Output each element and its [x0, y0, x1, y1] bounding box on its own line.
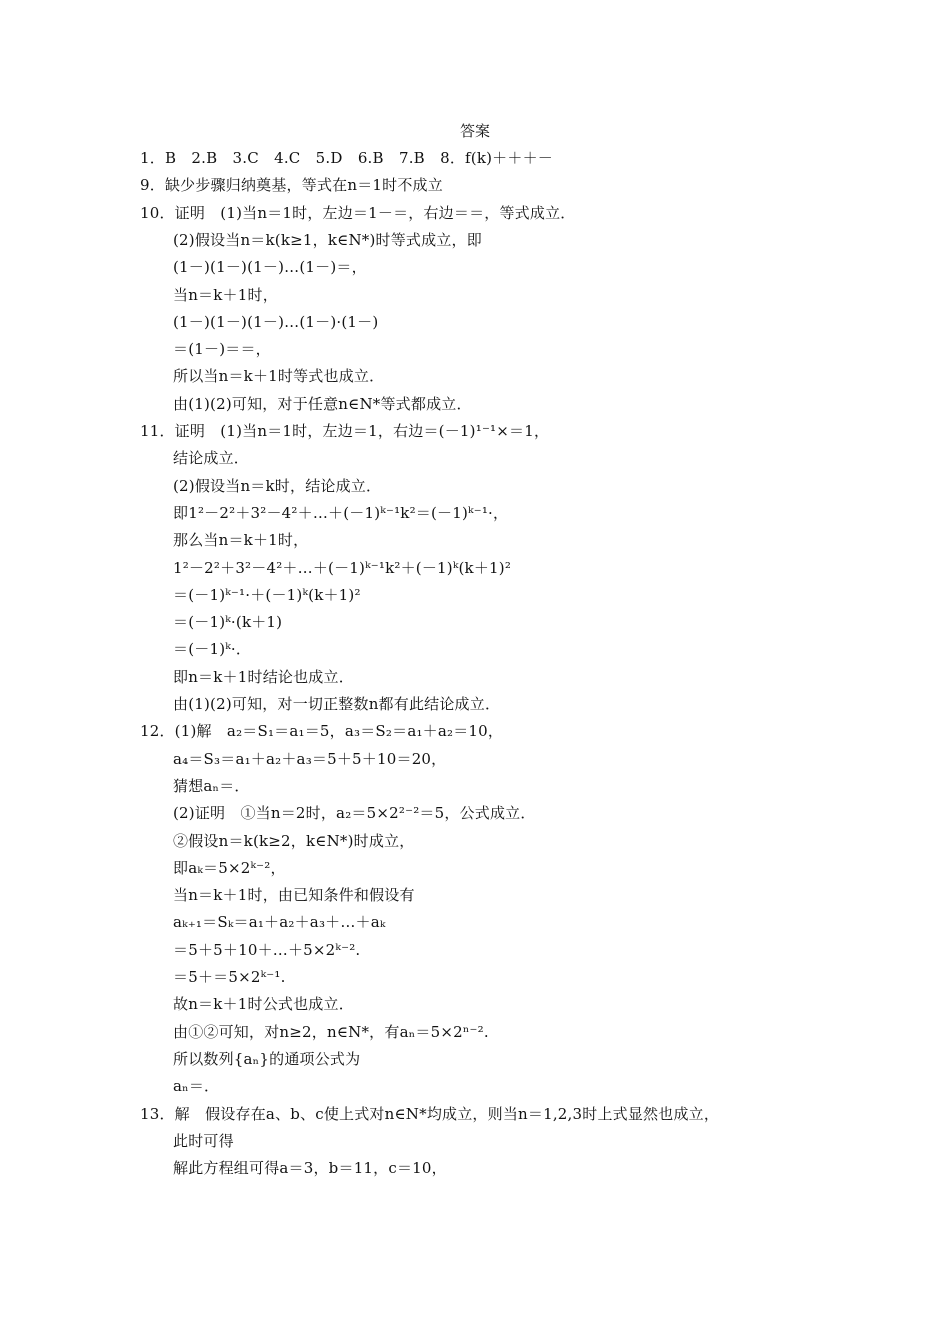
text-line: 那么当n＝k＋1时，	[173, 531, 309, 550]
text-line: 9．缺少步骤归纳奠基，等式在n＝1时不成立	[140, 176, 443, 195]
text-line: (1－)(1－)(1－)…(1－)·(1－)	[173, 312, 379, 331]
text-line: aₖ₊₁＝Sₖ＝a₁＋a₂＋a₃＋…＋aₖ	[173, 913, 386, 932]
page-title: 答案	[459, 122, 490, 140]
text-line: aₙ＝．	[173, 1077, 220, 1096]
text-line: 故n＝k＋1时公式也成立．	[173, 995, 354, 1014]
text-line: 猜想aₙ＝．	[173, 776, 250, 795]
text-line: 当n＝k＋1时，	[173, 285, 278, 304]
text-line: 1．B 2.B 3.C 4.C 5.D 6.B 7.B 8．f(k)＋＋＋－	[140, 149, 553, 167]
text-line: 10．证明 (1)当n＝1时，左边＝1－＝，右边＝＝，等式成立．	[140, 203, 576, 222]
text-line: 13．解 假设存在a、b、c使上式对n∈N*均成立，则当n＝1,2,3时上式显然也成立，	[140, 1104, 720, 1123]
text-line: 解此方程组可得a＝3，b＝11，c＝10，	[173, 1159, 447, 1178]
text-line: 由(1)(2)可知，对于任意n∈N*等式都成立．	[173, 394, 472, 413]
text-line: 所以当n＝k＋1时等式也成立．	[173, 367, 385, 386]
text-line: (2)假设当n＝k时，结论成立．	[173, 476, 382, 495]
text-line: 11．证明 (1)当n＝1时，左边＝1，右边＝(－1)¹⁻¹×＝1，	[140, 422, 550, 440]
text-line: 此时可得	[173, 1131, 234, 1150]
text-line: 即n＝k＋1时结论也成立．	[173, 667, 354, 686]
text-line: 1²－2²＋3²－4²＋…＋(－1)ᵏ⁻¹k²＋(－1)ᵏ(k＋1)²	[173, 558, 512, 577]
text-line: 结论成立．	[173, 449, 250, 468]
text-line: 即1²－2²＋3²－4²＋…＋(－1)ᵏ⁻¹k²＝(－1)ᵏ⁻¹·，	[173, 503, 509, 522]
text-line: 即aₖ＝5×2ᵏ⁻²，	[173, 858, 286, 877]
text-line: 所以数列{aₙ}的通项公式为	[173, 1049, 361, 1068]
text-line: (2)证明 ①当n＝2时，a₂＝5×2²⁻²＝5，公式成立．	[173, 804, 536, 823]
text-line: (2)假设当n＝k(k≥1，k∈N*)时等式成立，即	[173, 230, 482, 249]
text-line: ＝(－1)ᵏ⁻¹·＋(－1)ᵏ(k＋1)²	[173, 585, 361, 604]
text-line: ②假设n＝k(k≥2，k∈N*)时成立，	[173, 831, 415, 850]
text-line: (1－)(1－)(1－)…(1－)＝，	[173, 258, 367, 277]
text-line: ＝(－1)ᵏ·．	[173, 640, 252, 659]
text-line: 12．(1)解 a₂＝S₁＝a₁＝5，a₃＝S₂＝a₁＋a₂＝10，	[140, 722, 504, 741]
text-line: ＝(1－)＝＝，	[173, 340, 271, 359]
text-line: ＝(－1)ᵏ·(k＋1)	[173, 613, 283, 632]
text-line: ＝5＋＝5×2ᵏ⁻¹.	[173, 968, 286, 986]
text-line: a₄＝S₃＝a₁＋a₂＋a₃＝5＋5＋10＝20，	[173, 749, 447, 768]
text-line: 由①②可知，对n≥2，n∈N*，有aₙ＝5×2ⁿ⁻².	[173, 1022, 489, 1041]
text-line: 当n＝k＋1时，由已知条件和假设有	[173, 886, 415, 905]
text-line: ＝5＋5＋10＋…＋5×2ᵏ⁻².	[173, 940, 361, 959]
text-line: 由(1)(2)可知，对一切正整数n都有此结论成立．	[173, 695, 501, 713]
